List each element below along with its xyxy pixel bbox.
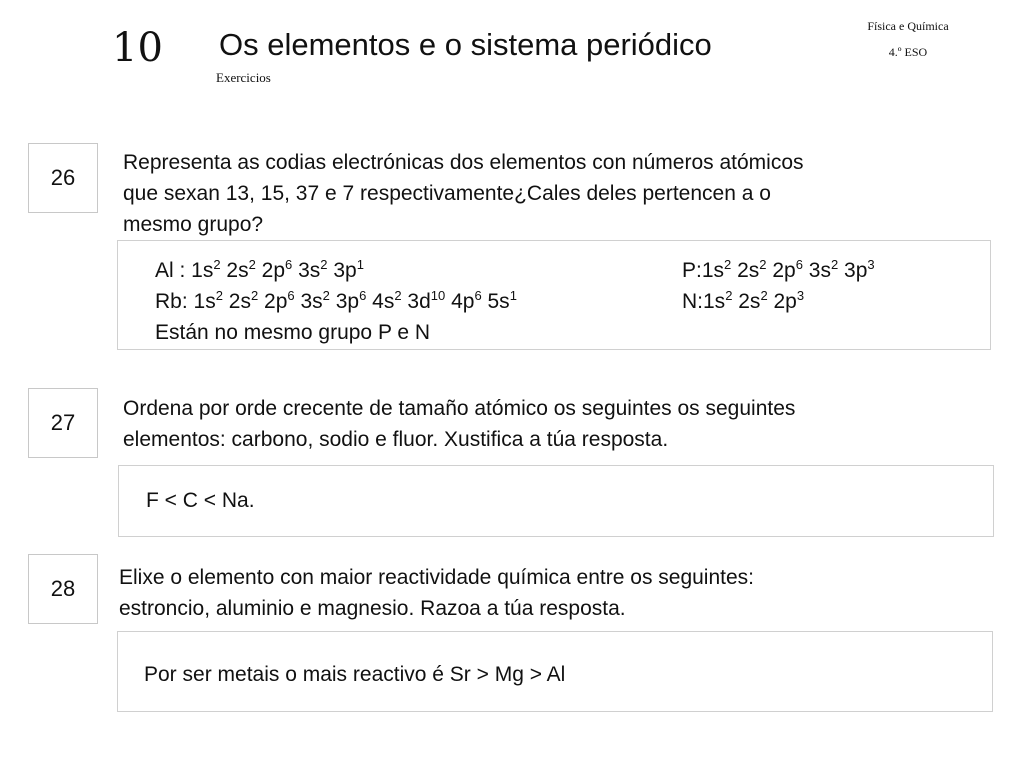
exercise-27-answer-box [118, 465, 994, 537]
exercise-26-answer-line-2 [155, 286, 990, 317]
exercise-28-answer-box [117, 631, 993, 712]
exercise-28-answer: Por ser metais o mais reactivo é Sr > Mg > Al [144, 663, 566, 686]
exercise-28-question-line-2: estroncio, aluminio e magnesio. Razoa a túa resposta. [119, 597, 626, 620]
subject-label: Física e Química [867, 19, 949, 33]
exercise-26-question-line-1: Representa as codias electrónicas dos elementos con números atómicos [123, 151, 804, 174]
exercise-26-number: 26 [28, 143, 98, 213]
exercise-27-answer: F < C < Na. [146, 489, 255, 512]
exercise-26-conclusion: Están no mesmo grupo P e N [155, 321, 431, 344]
chapter-number: 10 [112, 25, 163, 71]
exercise-26-question-line-2: que sexan 13, 15, 37 e 7 respectivamente¿Cales deles pertencen a o [123, 182, 771, 205]
n-electron-config: $N:1s^2$ $2s^2$ $2p^3$ [682, 288, 805, 313]
exercise-26-answer-line-1 [155, 255, 990, 286]
exercise-28-number: 28 [28, 554, 98, 624]
exercise-28-question-line-1: Elixe o elemento con maior reactividade química entre os seguintes: [119, 566, 755, 589]
exercise-26-answer-box [117, 240, 991, 350]
exercise-26-question-line-3: mesmo grupo? [123, 213, 264, 236]
exercise-27-question-line-2: elementos: carbono, sodio e fluor. Xustifica a túa resposta. [123, 428, 669, 451]
page-title: Os elementos e o sistema periódico [219, 27, 712, 62]
rb-electron-config: Rb: $1s^2$ $2s^2$ $2p^6$ $3s^2$ $3p^6$ $4s^2$ $3d^{10}$ $4p^6$ $5s^1$ [155, 288, 517, 313]
p-electron-config: $P:1s^2$ $2s^2$ $2p^6$ $3s^2$ $3p^3$ [682, 257, 875, 282]
exercise-26-answer-line-3 [155, 317, 990, 348]
exercise-27-number: 27 [28, 388, 98, 458]
exercise-28-question [119, 562, 989, 624]
al-electron-config: Al : $1s^2$ $2s^2$ $2p^6$ $3s^2$ $3p^1$ [155, 257, 364, 282]
course-info [838, 18, 978, 70]
level-label: 4.º ESO [888, 45, 928, 59]
exercise-26-question [123, 147, 993, 240]
exercise-27-question-line-1: Ordena por orde crecente de tamaño atómico os seguintes os seguintes [123, 397, 796, 420]
section-label: Exercicios [216, 70, 271, 85]
exercise-27-question [123, 393, 993, 455]
